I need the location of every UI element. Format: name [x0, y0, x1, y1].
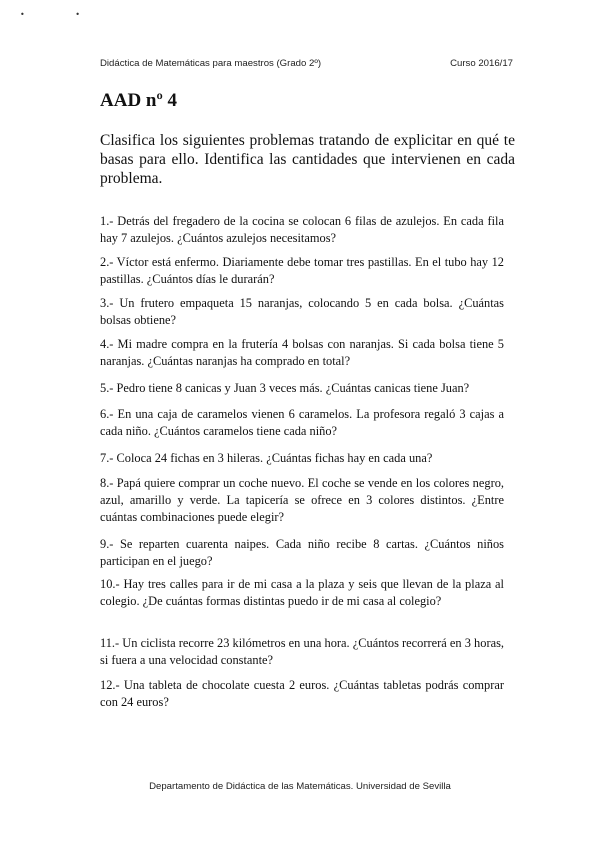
- problem-12: 12.- Una tableta de chocolate cuesta 2 euros. ¿Cuántas tabletas podrás comprar con 24 euros?: [100, 678, 504, 709]
- problem-5: 5.- Pedro tiene 8 canicas y Juan 3 veces más. ¿Cuántas canicas tiene Juan?: [100, 381, 470, 395]
- problem-10: 10.- Hay tres calles para ir de mi casa a la plaza y seis que llevan de la plaza al colegio. ¿De cuántas formas distintas puedo ir de mi casa al colegio?: [100, 577, 504, 608]
- problem-3: 3.- Un frutero empaqueta 15 naranjas, colocando 5 en cada bolsa. ¿Cuántas bolsas obtiene?: [100, 296, 504, 327]
- problem-11: 11.- Un ciclista recorre 23 kilómetros en una hora. ¿Cuántos recorrerá en 3 horas, si fuera a una velocidad constante?: [100, 636, 504, 667]
- page-footer: Departamento de Didáctica de las Matemáticas. Universidad de Sevilla: [149, 781, 451, 792]
- course-name: Didáctica de Matemáticas para maestros (Grado 2º): [100, 58, 322, 69]
- page-header: [100, 58, 513, 69]
- instructions: Clasifica los siguientes problemas tratando de explicitar en qué te basas para ello. Identifica las cantidades que intervienen en cada problema.: [100, 132, 515, 187]
- page-title: AAD nº 4: [100, 90, 178, 111]
- problem-6: 6.- En una caja de caramelos vienen 6 caramelos. La profesora regaló 3 cajas a cada niño. ¿Cuántos caramelos tiene cada niño?: [100, 407, 504, 438]
- problem-7: 7.- Coloca 24 fichas en 3 hileras. ¿Cuántas fichas hay en cada una?: [100, 451, 433, 465]
- problem-2: 2.- Víctor está enfermo. Diariamente debe tomar tres pastillas. En el tubo hay 12 pastillas. ¿Cuántos días le durarán?: [100, 255, 504, 286]
- problem-8: 8.- Papá quiere comprar un coche nuevo. El coche se vende en los colores negro, azul, amarillo y verde. La tapicería se ofrece en 3 colores distintos. ¿Entre cuántas combinaciones puede elegir?: [100, 476, 504, 524]
- scan-specks: • •: [20, 10, 104, 19]
- problem-1: 1.- Detrás del fregadero de la cocina se colocan 6 filas de azulejos. En cada fila hay 7 azulejos. ¿Cuántos azulejos necesitamos?: [100, 214, 504, 245]
- problem-9: 9.- Se reparten cuarenta naipes. Cada niño recibe 8 cartas. ¿Cuántos niños participan en el juego?: [100, 537, 504, 568]
- course-year: Curso 2016/17: [450, 58, 513, 69]
- problem-4: 4.- Mi madre compra en la frutería 4 bolsas con naranjas. Si cada bolsa tiene 5 naranjas. ¿Cuántas naranjas ha comprado en total?: [100, 337, 504, 368]
